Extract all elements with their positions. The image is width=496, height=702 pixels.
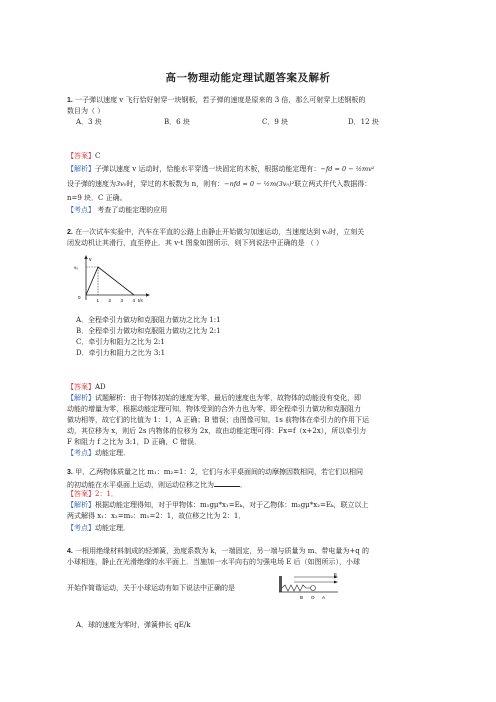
q2-option-c: C．牵引力和阻力之比为 2:1 — [76, 338, 165, 346]
x-axis-arrow-icon — [146, 293, 150, 296]
answer-tag: 【答案】 — [67, 152, 95, 160]
q3-stem-text1: 甲、乙两物体质量之比 m₁：m₂=1：2，它们与水平桌面间的动摩擦因数相同，若它们以相同 — [75, 468, 363, 476]
q1-speed-3v0: 3v₀ — [116, 180, 127, 188]
q2-point — [67, 449, 130, 458]
q4-stem-text1: 一根用绝缘材料制成的轻弹簧，劲度系数为 k，一端固定，另一端与质量为 m、带电量为+q 的 — [75, 547, 369, 555]
q4-stem-line2: 小球相连，静止在光滑绝缘的水平面上．当施加一水平向右的匀强电场 E 后（如图所示），小球 — [67, 558, 361, 566]
q1-analysis-text2c: 联立两式并代入数据得： — [294, 180, 372, 188]
q2-analysis-line1 — [67, 394, 361, 403]
v0-label: v₀ — [74, 265, 79, 270]
q1-formula2: −nfd = 0 − ½m(3v₀)² — [224, 180, 295, 188]
q2-number: 2. — [67, 229, 73, 236]
tick-label-3: 3 — [120, 298, 124, 303]
analysis-tag: 【解析】 — [67, 165, 95, 173]
q3-point — [67, 524, 130, 533]
q3-answer — [67, 490, 118, 499]
q2-analysis-line4: 动，其位移为 x，则后 2s 内物体的位移为 2x，故由动能定理可得：Fx=f（x+2x），所以牵引力 — [67, 427, 367, 435]
q2-stem-line2: 闭发动机让其滑行，直至停止．其 v-t 图象如图所示．则下列说法中正确的是 （ ） — [67, 239, 324, 247]
q1-analysis-line1 — [67, 165, 374, 174]
q1-stem-text1: 一子弹以速度 v 飞行恰好射穿一块钢板，若子弹的速度是原来的 3 倍，那么可射穿上述钢板的 — [75, 96, 366, 104]
q3-stem-line1 — [67, 468, 363, 477]
point-tag: 【考点】 — [67, 524, 95, 532]
q4-spring-field-diagram — [276, 572, 344, 600]
q2-option-b: B．全程牵引力做功和克服阻力做功之比为 2:1 — [76, 327, 221, 335]
q3-answer-blank — [214, 479, 240, 487]
q3-number: 3. — [67, 469, 73, 476]
q1-stem-line2: 数目为（ ） — [67, 107, 105, 115]
field-label-e: E — [334, 572, 338, 577]
point-label-o: O — [311, 595, 315, 600]
q2-option-a: A．全程牵引力做功和克服阻力做功之比为 1:1 — [76, 316, 221, 324]
q1-option-a: A．3 块 — [76, 118, 102, 126]
q2-vt-graph — [72, 254, 152, 304]
q4-stem-line1 — [67, 547, 369, 556]
t-axis-label: t/s — [138, 298, 143, 303]
q2-analysis-line5: F 和阻力 f 之比为 3:1，D 正确，C 错误． — [67, 438, 202, 446]
q1-analysis-line3: n=9 块．C 正确。 — [67, 194, 127, 202]
q1-options — [76, 118, 379, 127]
point-label-b: B — [300, 595, 304, 600]
q1-answer-value: C — [95, 152, 101, 160]
charged-ball — [311, 586, 316, 591]
q2-analysis-line2: 动能的增量为零，根据动能定理可知，物体受到的合外力也为零，即全程牵引力做功和克服阻力 — [67, 405, 361, 413]
q1-analysis-text2b: 时，穿过的木板数为 n，则有： — [126, 180, 225, 188]
analysis-tag: 【解析】 — [67, 394, 95, 402]
q3-point-text: 动能定理． — [95, 524, 130, 532]
document-title: 高一物理动能定理试题答案及解析 — [165, 72, 331, 84]
q2-stem-line1 — [67, 228, 364, 237]
q1-analysis-line2 — [67, 180, 371, 189]
answer-tag: 【答案】 — [67, 383, 95, 391]
q4-number: 4. — [67, 548, 73, 555]
point-label-a: A — [322, 595, 326, 600]
spring — [282, 585, 310, 591]
origin-label: 0 — [78, 295, 81, 300]
q1-option-c: C．9 块 — [262, 118, 289, 126]
q1-option-d: D．12 块 — [348, 118, 379, 126]
analysis-tag: 【解析】 — [67, 501, 95, 509]
q4-option-a: A．球的速度为零时，弹簧伸长 qE/k — [76, 621, 191, 629]
tick-label-1: 1 — [96, 298, 100, 303]
point-tag: 【考点】 — [67, 206, 95, 214]
q3-analysis-line2: 两式解得 x₁：x₂=m₂：m₁=2：1，故位移之比为 2：1． — [67, 512, 246, 520]
q1-stem-line1 — [67, 96, 365, 105]
q3-stem-text2: 的初动能在水平桌面上运动，则运动位移之比为 — [67, 481, 214, 489]
v-axis-label: v — [89, 257, 92, 263]
q3-analysis-text1: 根据动能定理得知，对于甲物体：m₁gμ*x₁=Eₖ，对于乙物体：m₂gμ*x₂=Eₖ，联立以上 — [95, 501, 369, 509]
q4-stem-line3: 开始作简谐运动，关于小球运动有如下说法中正确的是 — [67, 584, 235, 592]
q1-formula1: −fd = 0 − ½mv² — [320, 165, 375, 173]
q2-analysis-text1: 试题解析：由于物体初始的速度为零，最后的速度也为零，故物体的动能没有变化，即 — [95, 394, 361, 402]
point-tag: 【考点】 — [67, 449, 95, 457]
q3-stem-line2 — [67, 479, 247, 490]
q1-answer — [67, 152, 100, 161]
q1-analysis-text2a: 设子弹的速度为 — [67, 180, 116, 188]
field-arrow-head-icon — [334, 581, 338, 584]
q3-answer-value: 2：1． — [95, 490, 118, 498]
answer-tag: 【答案】 — [67, 490, 95, 498]
q1-number: 1. — [67, 97, 73, 104]
q3-stem-period: ． — [240, 481, 247, 489]
q3-analysis-line1 — [67, 501, 369, 510]
q1-option-b: B．6 块 — [164, 118, 190, 126]
tick-label-4: 4 — [132, 298, 136, 303]
q1-analysis-text1: 子弹以速度 v 运动时，恰能水平穿透一块固定的木板，根据动能定理有： — [95, 165, 321, 173]
q1-point — [67, 206, 167, 215]
q2-analysis-line3: 做功相等，故它们的比值为 1：1，A 正确；B 错误；由图像可知，1s 前物体在牵引力的作用下运 — [67, 416, 370, 424]
tick-label-2: 2 — [108, 298, 112, 303]
q2-stem-text1: 在一次试车实验中，汽车在平直的公路上由静止开始做匀加速运动，当速度达到 v₀时，立刻关 — [75, 228, 365, 236]
wall — [279, 576, 282, 592]
q2-answer — [67, 383, 106, 392]
q2-point-text: 动能定理． — [95, 449, 130, 457]
q2-option-d: D．牵引力和阻力之比为 3:1 — [76, 349, 166, 357]
y-axis-arrow-icon — [84, 255, 87, 259]
q1-point-text: 考查了动能定理的应用 — [97, 206, 168, 214]
q2-answer-value: AD — [95, 383, 106, 391]
vt-series-line — [86, 267, 134, 295]
